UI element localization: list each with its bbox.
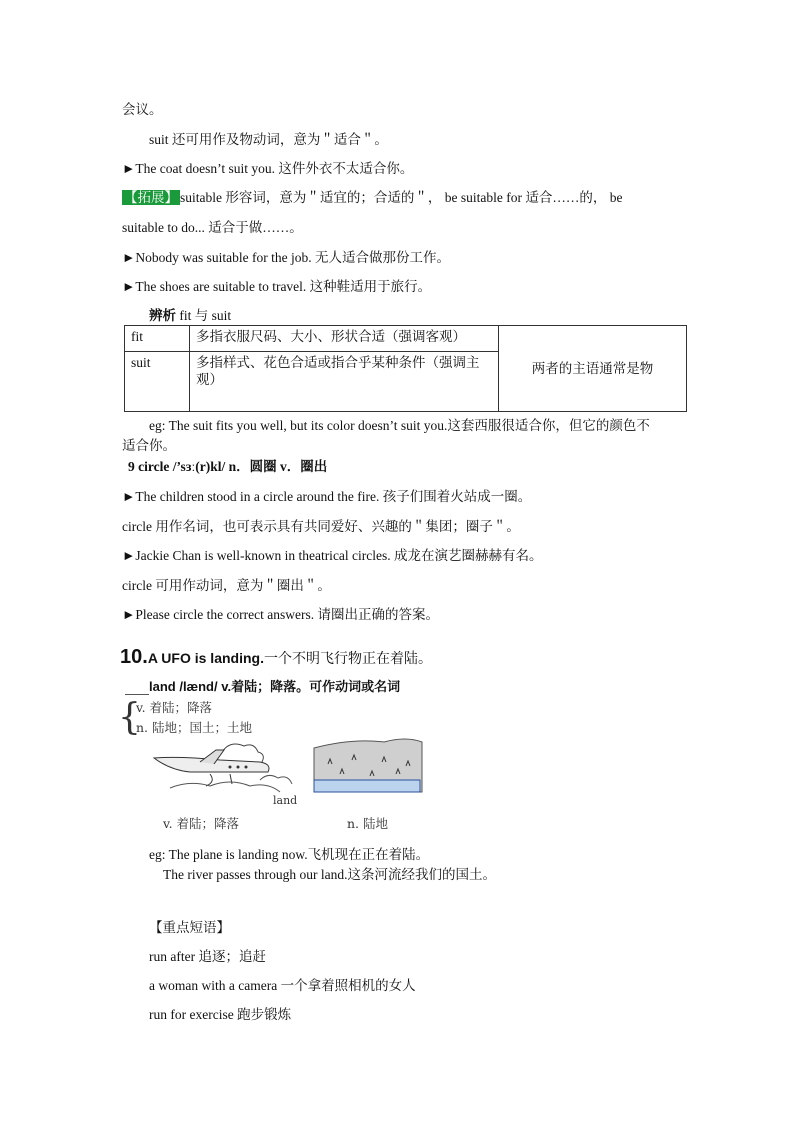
example-line: eg: The suit fits you well, but its color doesn’t suit you.这套西服很适合你，但它的颜色不 xyxy=(149,418,650,433)
land-field-illustration xyxy=(312,734,424,796)
table-cell: 两者的主语通常是物 xyxy=(499,326,687,412)
example-line: ►The coat doesn’t suit you. 这件外衣不太适合你。 xyxy=(122,161,414,176)
example-line: ►Nobody was suitable for the job. 无人适合做那份工作。 xyxy=(122,250,450,265)
comparison-heading xyxy=(149,307,231,325)
comparison-label: 辨析 xyxy=(149,308,176,323)
text-line: 会议。 xyxy=(122,102,163,117)
image-caption-verb: v. 着陆；降落 xyxy=(163,816,240,831)
text-line: suit 还可用作及物动词，意为＂适合＂。 xyxy=(149,132,388,147)
extension-text: suitable 形容词，意为＂适宜的；合适的＂， be suitable for 适合……的， be xyxy=(180,190,623,205)
table-cell: fit xyxy=(125,326,190,352)
item-sentence: A UFO is landing. xyxy=(147,650,264,666)
text-line: circle 可用作动词，意为＂圈出＂。 xyxy=(122,578,331,593)
phrase-item: a woman with a camera 一个拿着照相机的女人 xyxy=(149,978,416,993)
item-number: 10. xyxy=(120,646,148,668)
vocab-item-9: 9 circle /’sɜː(r)kl/ n．圆圈 v．圈出 xyxy=(128,459,328,474)
phrase-item: run for exercise 跑步锻炼 xyxy=(149,1007,292,1022)
land-verb-sense: v. 着陆；降落 xyxy=(136,700,213,715)
extension-line xyxy=(122,189,622,207)
table-cell: 多指衣服尺码、大小、形状合适（强调客观） xyxy=(190,326,499,352)
comparison-table xyxy=(124,325,687,412)
land-noun-sense: n. 陆地；国土；土地 xyxy=(136,720,252,735)
phrases-heading: 【重点短语】 xyxy=(149,920,230,935)
land-image-label: land xyxy=(273,794,298,807)
text-line: circle 用作名词，也可表示具有共同爱好、兴趣的＂集团；圈子＂。 xyxy=(122,519,520,534)
example-line: 适合你。 xyxy=(122,438,176,453)
underline-mark xyxy=(125,694,149,695)
extension-tag: 【拓展】 xyxy=(124,190,178,205)
land-heading: land /lænd/ v.着陆；降落。可作动词或名词 xyxy=(149,679,401,694)
example-line: ►The shoes are suitable to travel. 这种鞋适用于旅行。 xyxy=(122,279,432,294)
item-translation: 一个不明飞行物正在着陆。 xyxy=(263,652,432,667)
example-line: The river passes through our land.这条河流经我们的国土。 xyxy=(163,867,496,882)
brace-mark: { xyxy=(118,697,141,738)
vocab-item-10 xyxy=(120,645,432,672)
table-cell: suit xyxy=(125,352,190,412)
image-caption-noun: n. 陆地 xyxy=(347,816,388,831)
example-line: eg: The plane is landing now.飞机现在正在着陆。 xyxy=(149,847,430,862)
table-cell: 多指样式、花色合适或指合乎某种条件（强调主观） xyxy=(190,352,499,412)
comparison-title: fit 与 suit xyxy=(176,308,232,323)
phrase-item: run after 追逐；追赶 xyxy=(149,949,266,964)
example-line: ►The children stood in a circle around the fire. 孩子们围着火站成一圈。 xyxy=(122,489,532,504)
example-line: ►Please circle the correct answers. 请圈出正确的答案。 xyxy=(122,607,440,622)
text-line: suitable to do... 适合于做……。 xyxy=(122,220,303,235)
example-line: ►Jackie Chan is well-known in theatrical circles. 成龙在演艺圈赫赫有名。 xyxy=(122,548,543,563)
